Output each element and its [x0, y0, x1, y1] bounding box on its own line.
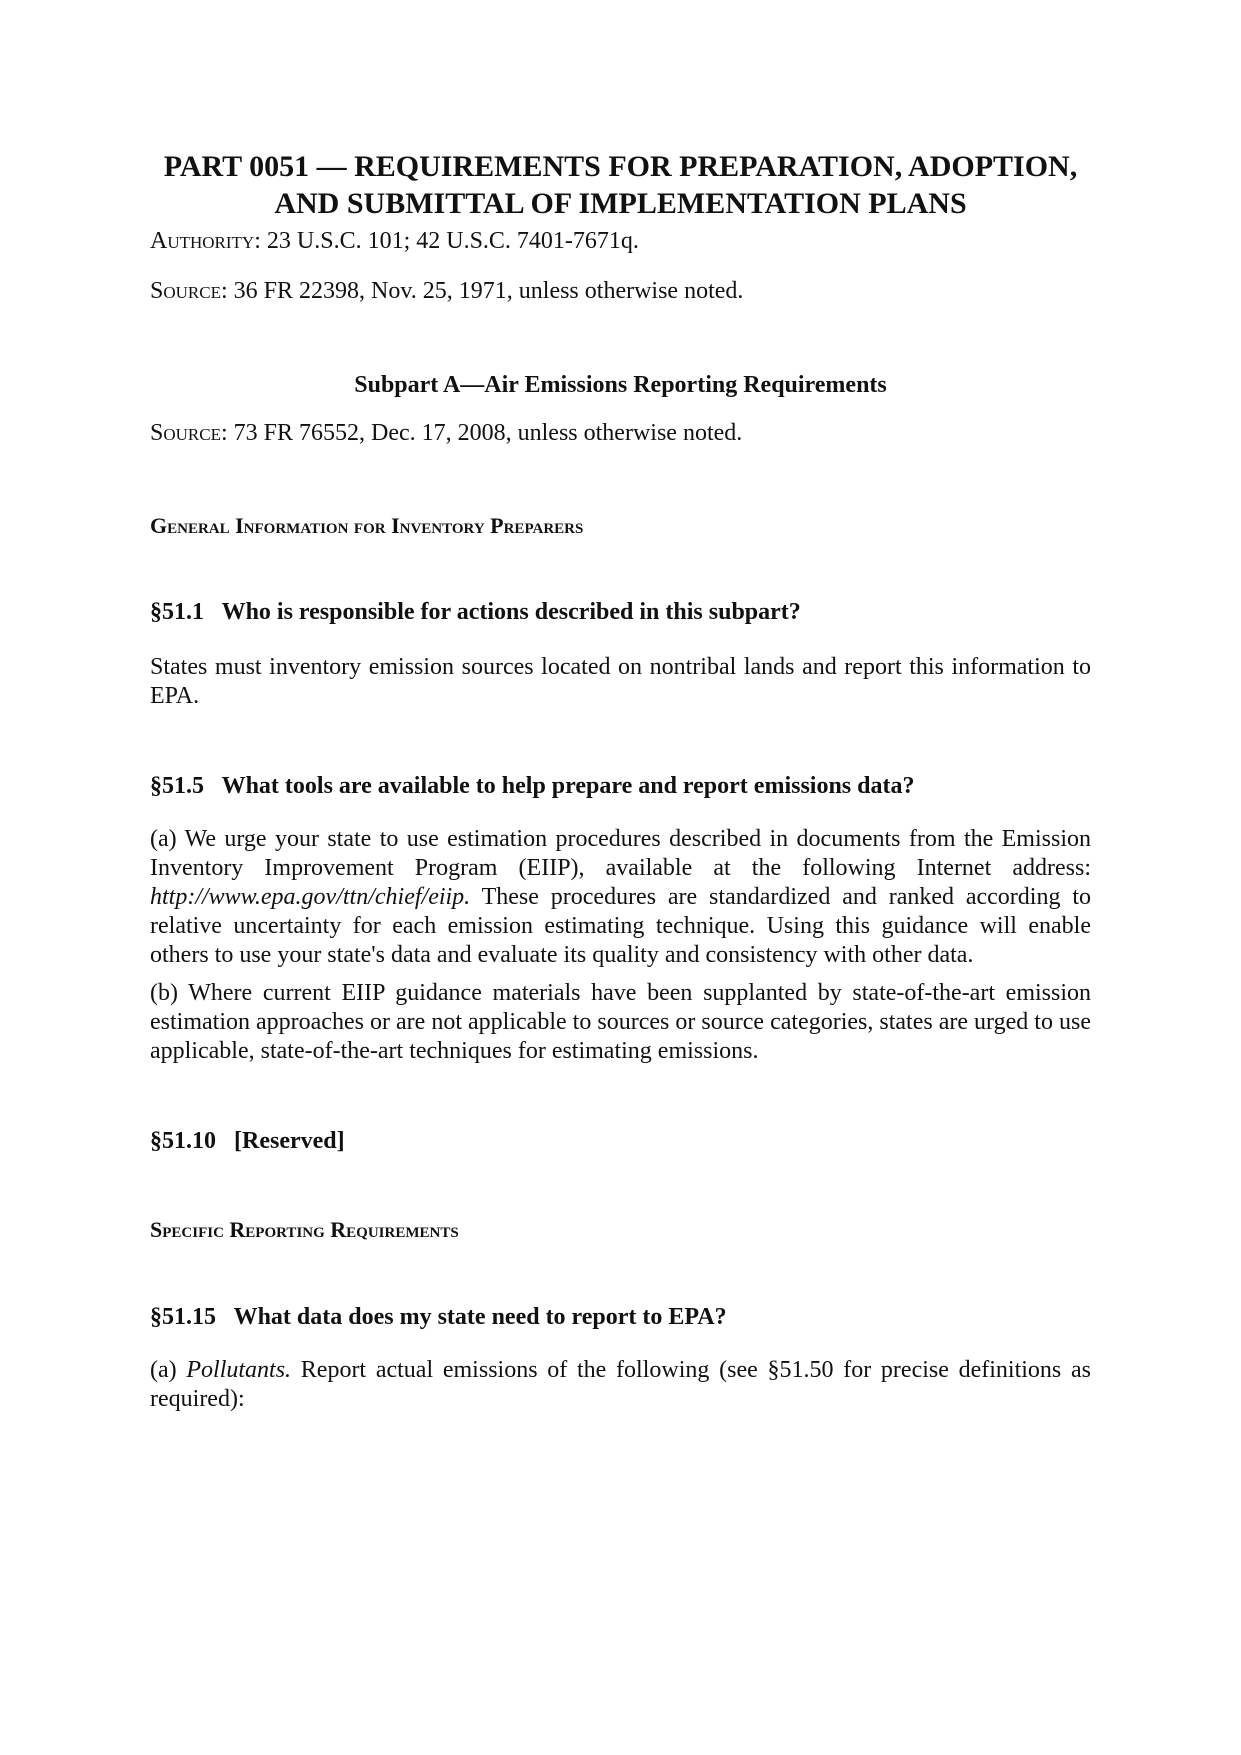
subpart-a-heading: Subpart A—Air Emissions Reporting Requirements: [354, 372, 887, 398]
subpart-a-source-line: [150, 418, 742, 448]
section-51-5-paragraph-a: [150, 825, 1091, 970]
eiip-url-link[interactable]: http://www.epa.gov/ttn/chief/eiip.: [150, 884, 471, 910]
section-51-15-title: What data does my state need to report to EPA?: [233, 1304, 727, 1330]
source-text: 36 FR 22398, Nov. 25, 1971, unless otherwise noted.: [227, 278, 744, 304]
section-51-15-number: §51.15: [150, 1304, 216, 1330]
source-label: Source:: [150, 278, 228, 304]
pollutants-term: Pollutants.: [186, 1357, 292, 1383]
section-51-5-paragraph-b: (b) Where current EIIP guidance materials have been supplanted by state-of-the-art emission estimation approaches or are not applicable to sources or source categories, states are urged to use applicable, state-of-the-art techniques for estimating emissions.: [150, 980, 1091, 1064]
section-51-10-title: [Reserved]: [234, 1128, 345, 1154]
para-a-text-2: These procedures are standardized and ranked according to relative uncertainty for each emission estimating technique. Using this guidance will enable others to use your state's data and evaluate its quality and consistency with other data.: [150, 884, 1091, 968]
section-51-10-number: §51.10: [150, 1128, 216, 1154]
group-heading-general: General Information for Inventory Preparers: [150, 513, 584, 538]
source-line: [150, 276, 743, 306]
part-title-line-1: PART 0051 — REQUIREMENTS FOR PREPARATION, ADOPTION,: [163, 150, 1078, 183]
para-a-text: Report actual emissions of the following (see §51.50 for precise definitions as required):: [150, 1357, 1092, 1412]
authority-line: [150, 226, 639, 256]
section-51-1-title: Who is responsible for actions described in this subpart?: [221, 599, 801, 625]
part-title-line-2: AND SUBMITTAL OF IMPLEMENTATION PLANS: [274, 187, 967, 220]
subpart-a-source-text: 73 FR 76552, Dec. 17, 2008, unless otherwise noted.: [227, 420, 743, 446]
group-heading-specific: Specific Reporting Requirements: [150, 1217, 459, 1242]
part-title: [150, 148, 1091, 222]
para-a-text-1: (a) We urge your state to use estimation procedures described in documents from the Emission Inventory Improvement Program (EIIP), available at the following Internet address:: [150, 826, 1091, 881]
para-a-prefix: (a): [150, 1357, 187, 1383]
authority-label: Authority:: [150, 228, 261, 254]
subpart-a-source-label: Source:: [150, 420, 228, 446]
section-51-5-number: §51.5: [150, 773, 204, 799]
section-51-15-heading: [150, 1302, 727, 1332]
section-51-1-heading: [150, 597, 801, 627]
section-51-1-number: §51.1: [150, 599, 204, 625]
authority-text: 23 U.S.C. 101; 42 U.S.C. 7401-7671q.: [260, 228, 639, 254]
section-51-5-title: What tools are available to help prepare and report emissions data?: [221, 773, 915, 799]
section-51-10-heading: [150, 1126, 345, 1156]
section-51-5-heading: [150, 771, 914, 801]
section-51-1-body: States must inventory emission sources located on nontribal lands and report this information to EPA.: [150, 654, 1091, 709]
section-51-15-paragraph-a: [150, 1356, 1091, 1414]
